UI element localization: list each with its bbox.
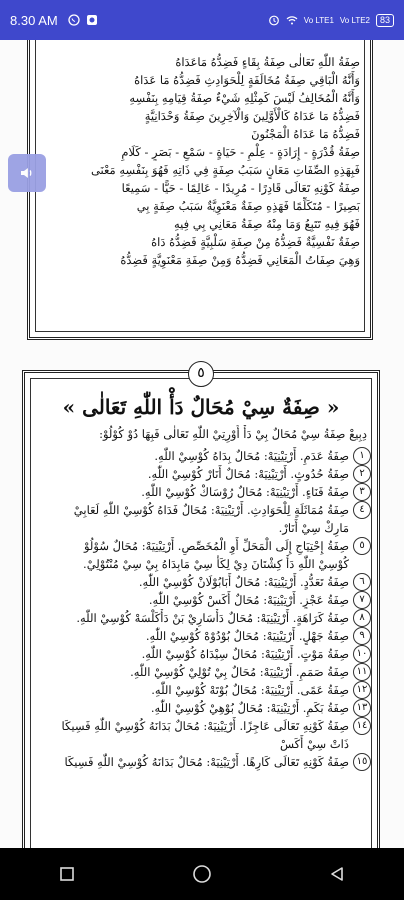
text-line: صِفَةُ قُدْرَةٍ - إِرَادَةٍ - عِلْمٍ - حَيَاةٍ - سَمْعٍ - بَصَرٍ - كَلَامٍ <box>121 145 360 159</box>
status-bar <box>0 0 404 40</box>
text-line: وَهِيَ صِفَاتُ الْمَعَانِي فَضِدُّهُ وَمِنْ صِفَةِ مَعْنَوِيَّةٍ فَضِدُّهُ <box>120 253 360 267</box>
item-continuation: مَارِكْ سِيْ أَنَارْ. <box>278 521 349 535</box>
text-line: بَصِيرًا - مُتَكَلِّمًا فَهَذِهِ صِفَةٌ مَعْنَوِيَّةٌ سَبَبُ صِفَةٍ بِي <box>136 199 360 213</box>
home-button[interactable] <box>182 854 222 894</box>
back-triangle-icon <box>328 865 346 883</box>
system-status <box>268 14 394 27</box>
notification-icons <box>68 14 98 26</box>
item-text: صِفَةُ عَدَمٍ. أَرْتِيْنِيَهْ: مُحَالٌ بِدَاهُ كُوْسِيْ اللّٰهِ. <box>154 449 349 463</box>
item-number: ١٢ <box>353 681 371 699</box>
item-text: صِفَةُ كَوْنِهِ تَعَالَى عَاجِزًا. أَرْتِيْنِيَهْ: مُحَالٌ بَدَانَهُ كُوْسِيْ اللّٰهِ فَسِيكَا <box>61 719 349 733</box>
audio-play-button[interactable] <box>8 154 46 192</box>
page-frame <box>30 378 372 848</box>
text-line: فَهُوَ فِيهِ تَتَبِعُ وَمَا مِنْهُ صِفَةُ مَعَانِي بِي فِيهِ <box>173 217 360 231</box>
speaker-icon <box>18 164 36 182</box>
signal-sim1: Vo LTE1 <box>303 15 334 25</box>
item-number: ١١ <box>353 663 371 681</box>
item-number: ٧ <box>353 591 371 609</box>
item-number: ٩ <box>353 627 371 645</box>
text-line: فَبِهَذِهِ الصِّفَاتِ مَعَانٍ سَبَبُ صِفَةٍ فِي ذَاتِهِ فَهُوَ بِنَفْسِهِ مَعْنَى <box>90 163 360 177</box>
signal-sim2: Vo LTE2 <box>339 15 370 25</box>
whatsapp-icon <box>68 14 80 26</box>
text-line: صِفَةُ كَوْنِهِ تَعَالَى قَادِرًا - مُرِيدًا - عَالِمًا - حَيًّا - سَمِيعًا <box>121 181 360 195</box>
page-number: ٥ <box>188 361 214 387</box>
page-heading: « صِفَةٌ سِيْ مُحَالٌ دَأْ اللّٰهِ تَعَالٰى » <box>62 395 340 419</box>
item-number: ١٤ <box>353 717 371 735</box>
item-text: صِفَةُ إِحْتِيَاجٍ إِلَى الْمَحَلِّ أَوِ الْمُخَصِّصِ. أَرْتِيْنِيَهْ: مُحَالٌ سُوْلُوْ <box>83 539 349 553</box>
item-number: ٣ <box>353 483 371 501</box>
item-text: صِفَةُ عَمًى. أَرْتِيْنِيَهْ: مُحَالٌ بُوْتَهْ كُوْسِيْ اللّٰهِ. <box>151 683 349 697</box>
book-page-5 <box>22 365 380 848</box>
item-number: ٥ <box>353 537 371 555</box>
item-number: ٨ <box>353 609 371 627</box>
battery-indicator: 83 <box>376 14 394 27</box>
item-text: صِفَةُ كَوْنِهِ تَعَالَى كَارِهًا. أَرْتِيْنِيَهْ: مُحَالٌ بَدَانَهُ كُوْسِيْ اللّٰهِ فَسِيكَا <box>64 755 349 769</box>
document-viewer[interactable] <box>0 40 404 848</box>
text-line: صِفَةٌ نَفْسِيَّةٌ فَضِدُّهُ مِنْ صِفَةِ سَلْبِيَّةٍ فَضِدُّهُ دَاهُ <box>151 235 360 249</box>
navigation-bar <box>0 848 404 900</box>
item-continuation: ذَاتْ سِيْ أَكَسْ <box>279 737 349 751</box>
item-text: صِفَةُ عَجْزٍ. أَرْتِيْنِيَهْ: مُحَالٌ أَكَسْ كُوْسِيْ اللّٰهِ. <box>148 593 349 607</box>
item-text: صِفَةُ مَوْتٍ. أَرْتِيْنِيَهْ: مُحَالٌ سِيْدَاهُ كُوْسِيْ اللّٰهِ. <box>141 647 349 661</box>
status-time: 8.30 AM <box>10 12 58 28</box>
item-text: صِفَةُ تَعَدُّدٍ. أَرْتِيْنِيَهْ: مُحَالٌ أَبَابُوْلَانْ كُوْسِيْ اللّٰهِ. <box>138 575 349 589</box>
text-line: وَأَنَّهُ الْبَاقِي صِفَةُ مُخَالَفَةٍ لِلْحَوَادِثِ فَضِدُّهُ مَا عَدَاهُ <box>134 73 360 87</box>
item-number: ١٣ <box>353 699 371 717</box>
item-number: ١٠ <box>353 645 371 663</box>
item-text: صِفَةُ جَهْلٍ. أَرْتِيْنِيَهْ: مُحَالٌ بُوْدُوْهْ كُوْسِيْ اللّٰهِ. <box>145 629 349 643</box>
item-text: صِفَةُ صَمَمٍ. أَرْتِيْنِيَهْ: مُحَالٌ بِيْ تُوْلِيْ كُوْسِيْ اللّٰهِ. <box>130 665 349 679</box>
item-number: ٤ <box>353 501 371 519</box>
recents-button[interactable] <box>47 854 87 894</box>
text-line: صِفَةُ اللّٰهِ تَعَالٰى صِفَةُ بِقَاءٍ فَضِدُّهُ مَاعَدَاهُ <box>175 55 360 69</box>
text-line: فَضِدُّهُ مَا عَدَاهُ كَالْأَوَّلِينَ وَالْآخِرِينَ صِفَةُ وَحْدَانِيَّةٍ <box>144 109 360 123</box>
item-text: صِفَةُ فَنَاءٍ. أَرْتِيْنِيَهْ: مُحَالٌ رُوْسَاكْ كُوْسِيْ اللّٰهِ. <box>141 485 349 499</box>
recents-square-icon <box>59 866 75 882</box>
alarm-icon <box>268 14 280 26</box>
book-page-top <box>27 40 373 340</box>
item-number: ١ <box>353 447 371 465</box>
back-button[interactable] <box>317 854 357 894</box>
item-number: ٦ <box>353 573 371 591</box>
wifi-icon <box>286 14 298 26</box>
text-line: فَضِدُّهُ مَا عَدَاهُ الْمَجْنُونَ <box>251 127 360 141</box>
page-intro: دِبِيعْ صِفَةُ سِيْ مُحَالٌ بِيْ دَأْ أُوْرِتِيْ اللّٰهِ تَعَالٰى فَبِهَا دُوْ كُوْلُوْ: <box>99 427 367 441</box>
item-text: صِفَةُ كَرَاهَةٍ. أَرْتِيْنِيَهْ: مُحَالٌ دَأْسَارِيْ بَنْ دَأْكَلْسَهْ كُوْسِيْ اللّٰهِ. <box>76 611 349 625</box>
home-circle-icon <box>192 864 212 884</box>
item-text: صِفَةُ حُدُوثٍ. أَرْتِيْنِيَهْ: مُحَالٌ أَنَارْ كُوْسِيْ اللّٰهِ. <box>147 467 349 481</box>
text-line: وَأَنَّهُ الْمُخَالِفُ لَيْسَ كَمِثْلِهِ شَيْءٌ صِفَةُ قِيَامِهِ بِنَفْسِهِ <box>129 91 360 105</box>
app-notification-icon <box>86 14 98 26</box>
item-text: صِفَةُ مُمَاثَلَةٍ لِلْحَوَادِثِ. أَرْتِيْنِيَهْ: مُحَالٌ فَدَاهُ كُوْسِيْ اللّٰهِ لَعَابِيْ <box>73 503 349 517</box>
item-text: صِفَةُ بَكَمٍ. أَرْتِيْنِيَهْ: مُحَالٌ بُوْهِيْ كُوْسِيْ اللّٰهِ. <box>150 701 349 715</box>
item-number: ١٥ <box>353 753 371 771</box>
page-top-text <box>30 53 370 269</box>
item-number: ٢ <box>353 465 371 483</box>
item-continuation: كُوْسِيْ اللّٰهِ دَأْ كِشْتَانَ دِيْ لِكَأْ سِيْ مَابِدَاهُ بِيْ سِيْ مُنْتُوْلِيْ. <box>83 557 349 571</box>
